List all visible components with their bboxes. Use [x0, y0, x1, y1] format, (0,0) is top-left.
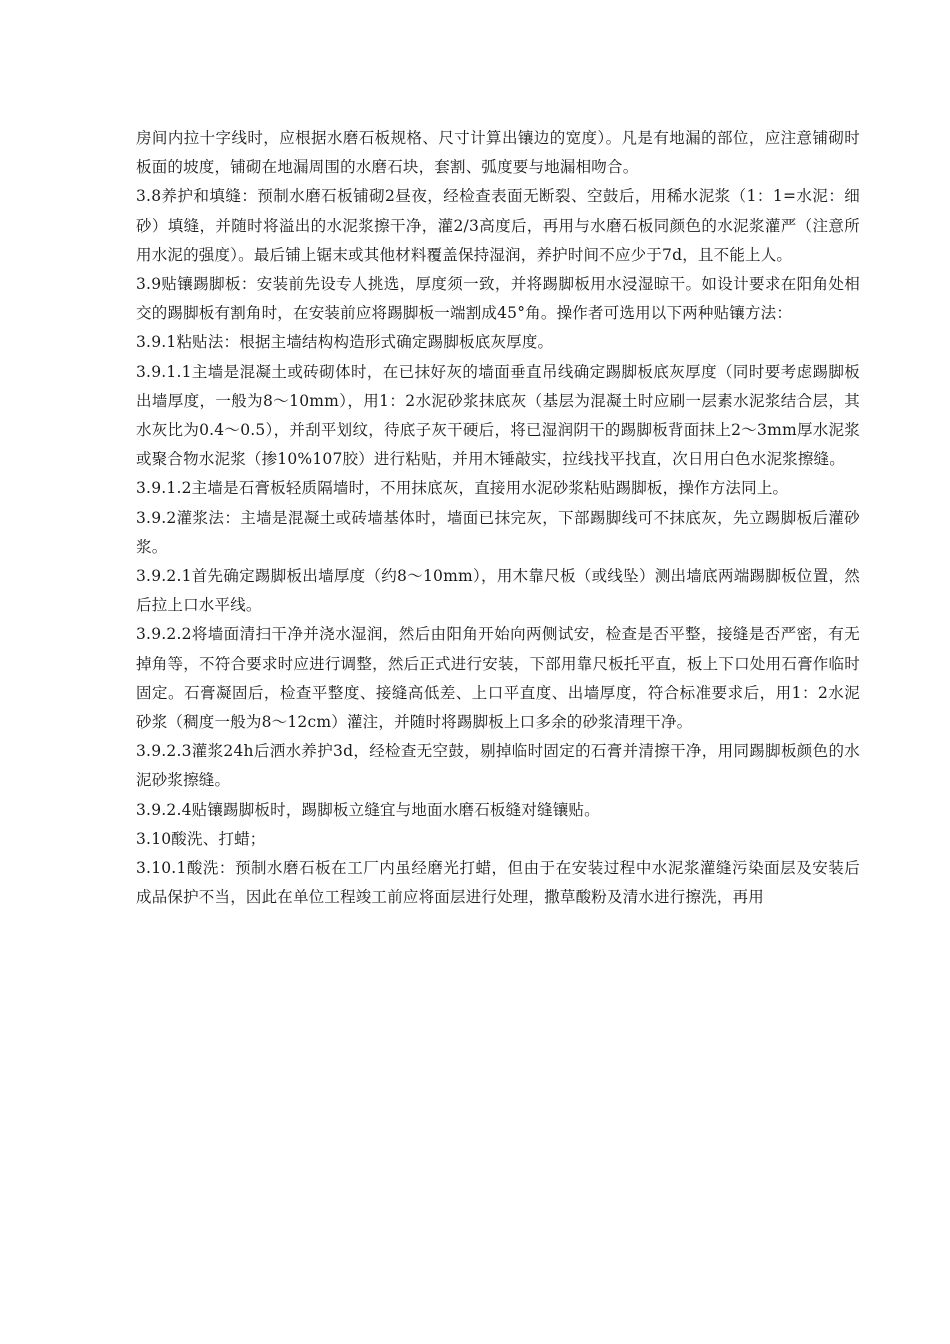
paragraph-3-9-1-adhesion-method: 3.9.1粘贴法：根据主墙结构构造形式确定踢脚板底灰厚度。 [136, 333, 554, 352]
paragraph-3-10-pickling-waxing: 3.10酸洗、打蜡； [136, 829, 266, 848]
paragraph-3-9-2-1-thickness: 3.9.2.1首先确定踢脚板出墙厚度（约8～10mm），用木靠尺板（或线坠）测出墙底两端踢脚板位置，然后拉上口水平线。 [136, 567, 860, 615]
paragraph-3-9-2-2-installation: 3.9.2.2将墙面清扫干净并浇水湿润，然后由阳角开始向两侧试安，检查是否平整，接缝是否严密，有无掉角等，不符合要求时应进行调整，然后正式进行安装，下部用靠尺板托平直，板上下口处用石膏作临时固定。石膏凝固后，检查平整度、接缝高低差、上口平直度、出墙厚度，符合标准要求后，用1：2水泥砂浆（稠度一般为8～12cm）灌注，并随时将踢脚板上口多余的砂浆清理干净。 [136, 625, 860, 732]
paragraph-3-9-1-1-concrete-wall: 3.9.1.1主墙是混凝土或砖砌体时，在已抹好灰的墙面垂直吊线确定踢脚板底灰厚度（同时要考虑踢脚板出墙厚度，一般为8～10mm），用1：2水泥砂浆抹底灰（基层为混凝土时应刷一层素水泥浆结合层，其水灰比为0.4～0.5），并刮平划纹，待底子灰干硬后，将已湿润阴干的踢脚板背面抹上2～3mm厚水泥浆或聚合物水泥浆（掺10%107胶）进行粘贴，并用木锤敲实，拉线找平找直，次日用白色水泥浆擦缝。 [136, 362, 860, 469]
paragraph-3-9-1-2-gypsum-wall: 3.9.1.2主墙是石膏板轻质隔墙时，不用抹底灰，直接用水泥砂浆粘贴踢脚板，操作方法同上。 [136, 479, 789, 498]
paragraph-3-9-2-3-curing: 3.9.2.3灌浆24h后洒水养护3d，经检查无空鼓，剔掉临时固定的石膏并清擦干净，用同踢脚板颜色的水泥砂浆擦缝。 [136, 742, 860, 790]
paragraph-3-8-curing-and-joint-filling: 3.8养护和填缝：预制水磨石板铺砌2昼夜，经检查表面无断裂、空鼓后，用稀水泥浆（1：1=水泥：细砂）填缝，并随时将溢出的水泥浆擦干净，灌2/3高度后，再用与水磨石板同颜色的水泥浆灌严（注意所用水泥的强度）。最后铺上锯末或其他材料覆盖保持湿润，养护时间不应少于7d，且不能上人。 [136, 187, 860, 264]
paragraph-tile-layout: 房间内拉十字线时，应根据水磨石板规格、尺寸计算出镶边的宽度）。凡是有地漏的部位，应注意铺砌时板面的坡度，铺砌在地漏周围的水磨石块，套割、弧度要与地漏相吻合。 [136, 129, 860, 177]
paragraph-3-9-skirting-board: 3.9贴镶踢脚板：安装前先设专人挑选，厚度须一致，并将踢脚板用水浸湿晾干。如设计要求在阳角处相交的踢脚板有割角时，在安装前应将踢脚板一端割成45°角。操作者可选用以下两种贴镶方法： [136, 275, 860, 323]
paragraph-3-9-2-grouting-method: 3.9.2灌浆法：主墙是混凝土或砖墙基体时，墙面已抹完灰，下部踢脚线可不抹底灰，先立踢脚板后灌砂浆。 [136, 508, 860, 556]
paragraph-3-10-1-pickling: 3.10.1酸洗：预制水磨石板在工厂内虽经磨光打蜡，但由于在安装过程中水泥浆灌缝污染面层及安装后成品保护不当，因此在单位工程竣工前应将面层进行处理，撒草酸粉及清水进行擦洗，再用 [136, 859, 860, 907]
document-body [136, 124, 860, 912]
paragraph-3-9-2-4-joint-alignment: 3.9.2.4贴镶踢脚板时，踢脚板立缝宜与地面水磨石板缝对缝镶贴。 [136, 800, 600, 819]
